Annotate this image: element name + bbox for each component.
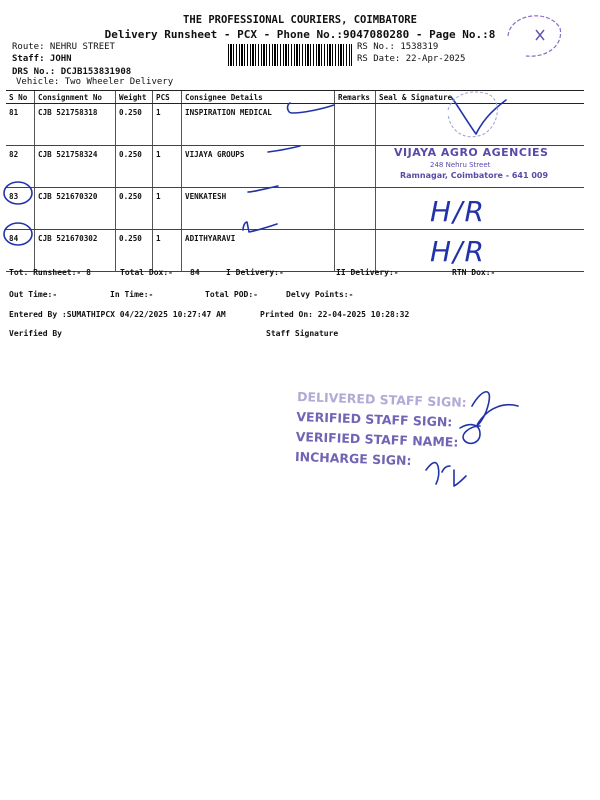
printed-on: Printed On: 22-04-2025 10:28:32 — [260, 310, 410, 319]
rs-number: RS No.: 1538319 — [357, 42, 439, 52]
drs-label: DRS No.: DCJB153831908 — [12, 67, 132, 77]
handwritten-hr-row4: H/R — [430, 235, 486, 268]
col-consignee: Consignee Details — [182, 91, 335, 104]
cell-sno: 82 — [6, 146, 35, 188]
total-dox-label: Total Dox:- — [120, 268, 173, 277]
company-title: THE PROFESSIONAL COURIERS, COIMBATORE — [183, 14, 417, 26]
entered-by: Entered By :SUMATHIPCX 04/22/2025 10:27:47 AM — [9, 310, 226, 319]
cell-consignee: VENKATESH — [182, 188, 335, 230]
rs-date: RS Date: 22-Apr-2025 — [357, 54, 466, 64]
cell-consignment: CJB 521758324 — [35, 146, 116, 188]
staff-signature: Staff Signature — [266, 329, 339, 338]
cell-consignment: CJB 521670320 — [35, 188, 116, 230]
cell-pcs: 1 — [153, 230, 182, 272]
cell-consignee: VIJAYA GROUPS — [182, 146, 335, 188]
handwritten-hr-row3: H/R — [430, 195, 486, 228]
stamp-verified-staff-name: VERIFIED STAFF NAME: — [295, 429, 459, 450]
stamp-verified-staff-sign: VERIFIED STAFF SIGN: — [296, 409, 453, 430]
tot-runsheet: Tot. Runsheet:- 8 — [9, 268, 91, 277]
verified-by: Verified By — [9, 329, 62, 338]
stamp-delivered-staff-sign: DELIVERED STAFF SIGN: — [296, 389, 467, 410]
col-seal: Seal & Signature — [376, 91, 585, 104]
rtn-dox: RTN Dox:- — [452, 268, 496, 277]
staff-label: Staff: JOHN — [12, 54, 72, 64]
cell-pcs: 1 — [153, 188, 182, 230]
cell-sno: 84 — [6, 230, 35, 272]
cell-consignee: INSPIRATION MEDICAL — [182, 104, 335, 146]
col-consignment: Consignment No — [35, 91, 116, 104]
total-pod: Total POD:- — [205, 290, 258, 299]
col-sno: S No — [6, 91, 35, 104]
cell-weight: 0.250 — [116, 146, 153, 188]
cell-sno: 81 — [6, 104, 35, 146]
vehicle-label: Vehicle: Two Wheeler Delivery — [16, 77, 174, 87]
out-time: Out Time:- — [9, 290, 58, 299]
verification-signatures — [420, 376, 540, 496]
stamp-incharge-sign: INCHARGE SIGN: — [294, 449, 412, 469]
runsheet-subtitle: Delivery Runsheet - PCX - Phone No.:9047080280 - Page No.:8 — [104, 28, 496, 41]
delvy-points: Delvy Points:- — [286, 290, 354, 299]
cell-weight: 0.250 — [116, 188, 153, 230]
i-delivery: I Delivery:- — [226, 268, 284, 277]
cell-sno: 83 — [6, 188, 35, 230]
stamp-vijaya-city: Ramnagar, Coimbatore - 641 009 — [400, 171, 549, 180]
col-remarks: Remarks — [335, 91, 376, 104]
total-dox-value: 84 — [190, 268, 200, 277]
cell-pcs: 1 — [153, 146, 182, 188]
col-pcs: PCS — [153, 91, 182, 104]
cell-weight: 0.250 — [116, 104, 153, 146]
ii-delivery: II Delivery:- — [336, 268, 399, 277]
cell-consignee: ADITHYARAVI — [182, 230, 335, 272]
in-time: In Time:- — [110, 290, 154, 299]
cell-weight: 0.250 — [116, 230, 153, 272]
cell-consignment: CJB 521670302 — [35, 230, 116, 272]
col-weight: Weight — [116, 91, 153, 104]
stamp-vijaya-name: VIJAYA AGRO AGENCIES — [394, 146, 549, 159]
cell-pcs: 1 — [153, 104, 182, 146]
cell-consignment: CJB 521758318 — [35, 104, 116, 146]
stamp-vijaya-address: 248 Nehru Street — [430, 161, 491, 169]
route-label: Route: NEHRU STREET — [12, 42, 115, 52]
